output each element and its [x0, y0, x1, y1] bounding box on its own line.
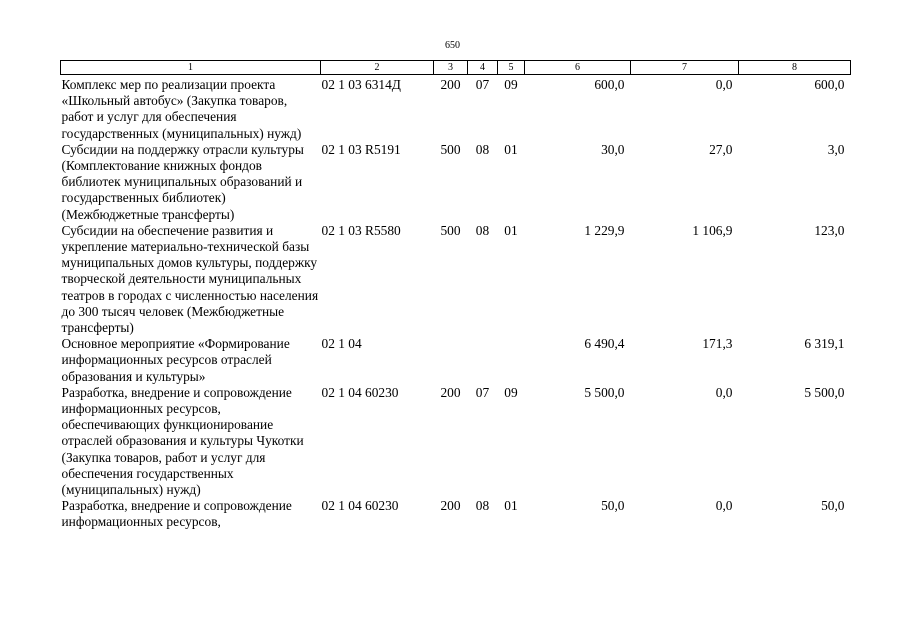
- row-vr: 200: [440, 498, 461, 514]
- header-row: [61, 61, 851, 75]
- table-row: [61, 223, 851, 336]
- row-code: 02 1 04 60230: [321, 498, 399, 514]
- row-value-6: 1 229,9: [584, 222, 625, 238]
- row-value-7: 0,0: [715, 384, 733, 400]
- row-value-8: 3,0: [827, 141, 845, 157]
- row-value-8: 6 319,1: [804, 336, 845, 352]
- table-row: [61, 385, 851, 498]
- row-value-7: 0,0: [715, 498, 733, 514]
- row-value-8: 600,0: [814, 77, 845, 92]
- row-value-6: 5 500,0: [584, 384, 625, 400]
- row-vr: 200: [440, 384, 461, 400]
- row-name: Субсидии на обеспечение развития и укрепление материально-технической базы муниципальных домов культуры, поддержку творческой деятельности муниципальных театров в городах с численностью населения до 300 тысяч человек (Межбюджетные трансферты): [61, 222, 319, 336]
- row-pr: 01: [504, 498, 518, 514]
- header-cell: 4: [468, 61, 498, 75]
- row-pr: [498, 336, 525, 385]
- row-rz: 08: [475, 222, 490, 238]
- row-code: 02 1 04: [321, 336, 362, 352]
- row-pr: 09: [504, 77, 518, 92]
- row-value-7: 0,0: [715, 77, 733, 92]
- row-value-6: 6 490,4: [584, 336, 625, 352]
- row-vr: [434, 336, 468, 385]
- row-value-8: 5 500,0: [804, 384, 845, 400]
- header-cell: 6: [525, 61, 631, 75]
- row-value-8: 50,0: [821, 498, 845, 514]
- budget-table: [60, 60, 851, 531]
- header-cell: 2: [321, 61, 434, 75]
- row-pr: 09: [504, 384, 518, 400]
- row-value-7: 27,0: [709, 141, 733, 157]
- row-vr: 500: [440, 141, 461, 157]
- header-cell: 1: [61, 61, 321, 75]
- row-name: Субсидии на поддержку отрасли культуры (Комплектование книжных фондов библиотек муниципальных образований и государственных библиотек) (Межбюджетные трансферты): [61, 141, 304, 222]
- header-cell: 8: [739, 61, 851, 75]
- row-rz: 07: [475, 384, 490, 400]
- row-vr: 500: [440, 222, 461, 238]
- row-rz: 08: [475, 141, 490, 157]
- row-value-7: 171,3: [702, 336, 733, 352]
- table-row: [61, 142, 851, 223]
- row-name: Разработка, внедрение и сопровождение информационных ресурсов,: [61, 498, 292, 530]
- row-rz: 07: [475, 77, 490, 92]
- header-cell: 3: [434, 61, 468, 75]
- row-rz: [468, 336, 498, 385]
- page-number: 650: [445, 40, 460, 51]
- row-code: 02 1 03 R5191: [321, 141, 401, 157]
- row-value-8: 123,0: [814, 222, 845, 238]
- table-row: [61, 336, 851, 385]
- row-value-6: 50,0: [601, 498, 625, 514]
- row-vr: 200: [440, 77, 461, 92]
- row-pr: 01: [504, 222, 518, 238]
- table-row: [61, 498, 851, 530]
- row-name: Разработка, внедрение и сопровождение информационных ресурсов, обеспечивающих функционирование отраслей образования и культуры Чукотки (Закупка товаров, работ и услуг для обеспечения государственных (муниципальных) нужд): [61, 384, 304, 498]
- row-pr: 01: [504, 141, 518, 157]
- row-name: Основное мероприятие «Формирование информационных ресурсов отраслей образования и культуры»: [61, 336, 290, 384]
- row-value-7: 1 106,9: [692, 222, 733, 238]
- row-code: 02 1 03 6314Д: [321, 77, 401, 92]
- table-row: [61, 75, 851, 142]
- header-cell: 5: [498, 61, 525, 75]
- row-code: 02 1 04 60230: [321, 384, 399, 400]
- row-value-6: 600,0: [594, 77, 625, 92]
- row-value-6: 30,0: [601, 141, 625, 157]
- header-cell: 7: [631, 61, 739, 75]
- row-name: Комплекс мер по реализации проекта «Школьный автобус» (Закупка товаров, работ и услуг для обеспечения государственных (муниципальных) нужд): [61, 77, 302, 141]
- row-rz: 08: [475, 498, 490, 514]
- row-code: 02 1 03 R5580: [321, 222, 401, 238]
